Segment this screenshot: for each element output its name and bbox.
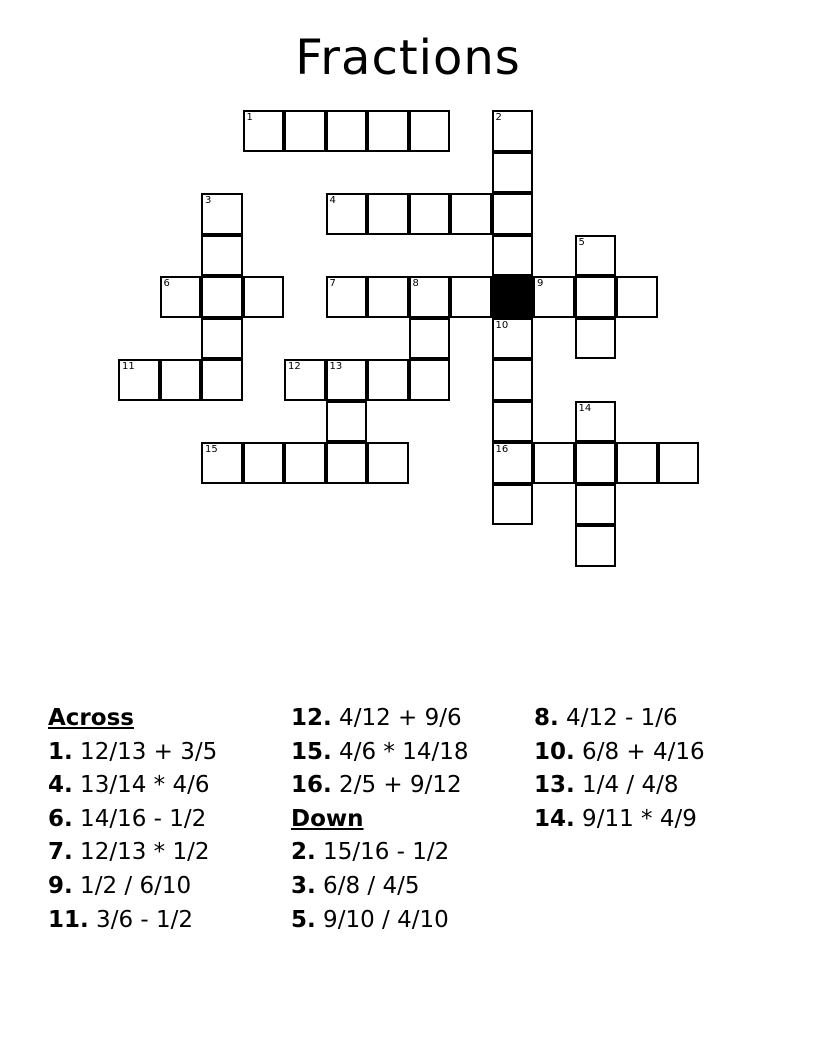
cell-number: 9 bbox=[537, 278, 544, 289]
grid-cell[interactable] bbox=[201, 193, 243, 235]
clue-number: 5. bbox=[291, 906, 316, 933]
grid-cell[interactable] bbox=[616, 276, 658, 318]
grid-cell[interactable] bbox=[284, 359, 326, 401]
cell-number: 5 bbox=[578, 236, 585, 248]
clue-text: 9/10 / 4/10 bbox=[315, 906, 449, 933]
grid-cell[interactable] bbox=[326, 110, 368, 152]
grid-cell[interactable] bbox=[533, 276, 575, 318]
grid-cell[interactable] bbox=[284, 442, 326, 484]
clue-text: 9/11 * 4/9 bbox=[574, 805, 697, 832]
grid-cell[interactable] bbox=[160, 359, 202, 401]
clue-text: 4/12 - 1/6 bbox=[558, 705, 678, 731]
grid-cell[interactable] bbox=[201, 359, 243, 401]
cell-number: 4 bbox=[329, 195, 336, 206]
clue-number: 14. bbox=[534, 805, 575, 832]
grid-cell[interactable] bbox=[492, 152, 534, 194]
clue-number: 13. bbox=[534, 772, 575, 799]
grid-cell[interactable] bbox=[575, 484, 617, 526]
clue-item bbox=[291, 870, 531, 904]
grid-cell[interactable] bbox=[367, 193, 409, 235]
clue-item bbox=[291, 702, 531, 736]
clue-item bbox=[534, 702, 774, 736]
grid-cell[interactable] bbox=[492, 193, 534, 235]
cell-number: 11 bbox=[122, 361, 135, 372]
cell-number: 16 bbox=[495, 444, 509, 455]
black-cell bbox=[492, 276, 534, 318]
clue-number: 12. bbox=[291, 705, 332, 731]
grid-cell[interactable] bbox=[326, 442, 368, 484]
grid-cell[interactable] bbox=[409, 318, 451, 360]
grid-cell[interactable] bbox=[201, 318, 243, 360]
puzzle-title: Fractions bbox=[295, 30, 521, 86]
clue-number: 6. bbox=[48, 805, 73, 832]
clue-text: 15/16 - 1/2 bbox=[315, 839, 450, 866]
grid-cell[interactable] bbox=[118, 359, 160, 401]
grid-cell[interactable] bbox=[409, 110, 451, 152]
clue-number: 11. bbox=[48, 906, 89, 933]
clue-item bbox=[48, 736, 288, 770]
cell-number: 6 bbox=[163, 278, 170, 289]
grid-cell[interactable] bbox=[492, 484, 534, 526]
clue-text: 2/5 + 9/12 bbox=[331, 772, 462, 799]
clue-text: 13/14 * 4/6 bbox=[72, 772, 210, 799]
grid-cell[interactable] bbox=[533, 442, 575, 484]
clue-item bbox=[291, 836, 531, 870]
grid-cell[interactable] bbox=[201, 235, 243, 277]
clue-number: 4. bbox=[48, 772, 73, 799]
clue-text: 6/8 + 4/16 bbox=[574, 738, 705, 765]
grid-cell[interactable] bbox=[575, 318, 617, 360]
grid-cell[interactable] bbox=[450, 193, 492, 235]
cell-number: 14 bbox=[578, 402, 592, 414]
clue-text: 4/6 * 14/18 bbox=[331, 738, 469, 765]
clue-number: 15. bbox=[291, 738, 332, 765]
clue-column-2 bbox=[291, 702, 531, 937]
grid-cell[interactable] bbox=[243, 110, 285, 152]
grid-cell[interactable] bbox=[575, 235, 617, 277]
clue-number: 8. bbox=[534, 705, 559, 731]
clue-text: 1/4 / 4/8 bbox=[574, 772, 679, 799]
grid-cell[interactable] bbox=[326, 359, 368, 401]
clue-column-3 bbox=[534, 702, 774, 836]
grid-cell[interactable] bbox=[575, 401, 617, 443]
clue-text: 6/8 / 4/5 bbox=[315, 872, 420, 899]
cell-number: 15 bbox=[205, 444, 218, 455]
grid-cell[interactable] bbox=[492, 442, 534, 484]
clue-number: 3. bbox=[291, 872, 316, 899]
grid-cell[interactable] bbox=[492, 235, 534, 277]
grid-cell[interactable] bbox=[326, 276, 368, 318]
cell-number: 12 bbox=[288, 361, 301, 372]
clue-item bbox=[291, 904, 531, 938]
clue-number: 1. bbox=[48, 738, 73, 765]
clue-item bbox=[534, 736, 774, 770]
grid-cell[interactable] bbox=[575, 525, 617, 567]
clue-item bbox=[48, 904, 288, 938]
grid-cell[interactable] bbox=[201, 442, 243, 484]
clue-text: 12/13 + 3/5 bbox=[72, 738, 218, 765]
clue-item bbox=[48, 769, 288, 803]
grid-cell[interactable] bbox=[450, 276, 492, 318]
clue-text: 1/2 / 6/10 bbox=[72, 872, 192, 899]
clue-number: 9. bbox=[48, 872, 73, 899]
clue-number: 2. bbox=[291, 839, 316, 866]
grid-cell[interactable] bbox=[658, 442, 700, 484]
grid-cell[interactable] bbox=[326, 193, 368, 235]
cell-number: 13 bbox=[329, 361, 343, 372]
clue-item bbox=[534, 803, 774, 837]
grid-cell[interactable] bbox=[201, 276, 243, 318]
grid-cell[interactable] bbox=[575, 276, 617, 318]
clue-item bbox=[48, 803, 288, 837]
clue-text: 14/16 - 1/2 bbox=[72, 805, 207, 832]
clue-item bbox=[291, 736, 531, 770]
clue-text: 4/12 + 9/6 bbox=[331, 705, 462, 731]
cell-number: 7 bbox=[329, 278, 336, 289]
grid-cell[interactable] bbox=[492, 359, 534, 401]
clue-text: 3/6 - 1/2 bbox=[88, 906, 194, 933]
grid-cell[interactable] bbox=[367, 110, 409, 152]
grid-cell[interactable] bbox=[284, 110, 326, 152]
grid-cell[interactable] bbox=[409, 193, 451, 235]
cell-number: 8 bbox=[412, 278, 419, 289]
grid-cell[interactable] bbox=[367, 276, 409, 318]
grid-cell[interactable] bbox=[492, 318, 534, 360]
cell-number: 3 bbox=[205, 195, 212, 206]
clue-number: 7. bbox=[48, 839, 73, 866]
grid-cell[interactable] bbox=[492, 401, 534, 443]
grid-cell[interactable] bbox=[326, 401, 368, 443]
clue-item bbox=[291, 769, 531, 803]
clue-item bbox=[48, 836, 288, 870]
grid-cell[interactable] bbox=[409, 359, 451, 401]
grid-cell[interactable] bbox=[409, 276, 451, 318]
clue-item bbox=[534, 769, 774, 803]
clue-column-1 bbox=[48, 702, 288, 937]
grid-cell[interactable] bbox=[575, 442, 617, 484]
clue-text: 12/13 * 1/2 bbox=[72, 839, 210, 866]
cell-number: 1 bbox=[246, 112, 253, 123]
grid-cell[interactable] bbox=[367, 359, 409, 401]
grid-cell[interactable] bbox=[367, 442, 409, 484]
cell-number: 2 bbox=[495, 112, 502, 123]
cell-number: 10 bbox=[495, 319, 509, 331]
grid-cell[interactable] bbox=[492, 110, 534, 152]
grid-cell[interactable] bbox=[243, 276, 285, 318]
clue-section-header: Down bbox=[291, 805, 364, 832]
clue-number: 10. bbox=[534, 738, 575, 765]
clue-item bbox=[48, 870, 288, 904]
grid-cell[interactable] bbox=[243, 442, 285, 484]
grid-cell[interactable] bbox=[160, 276, 202, 318]
grid-cell[interactable] bbox=[616, 442, 658, 484]
clue-section-header: Across bbox=[48, 705, 134, 731]
clue-number: 16. bbox=[291, 772, 332, 799]
